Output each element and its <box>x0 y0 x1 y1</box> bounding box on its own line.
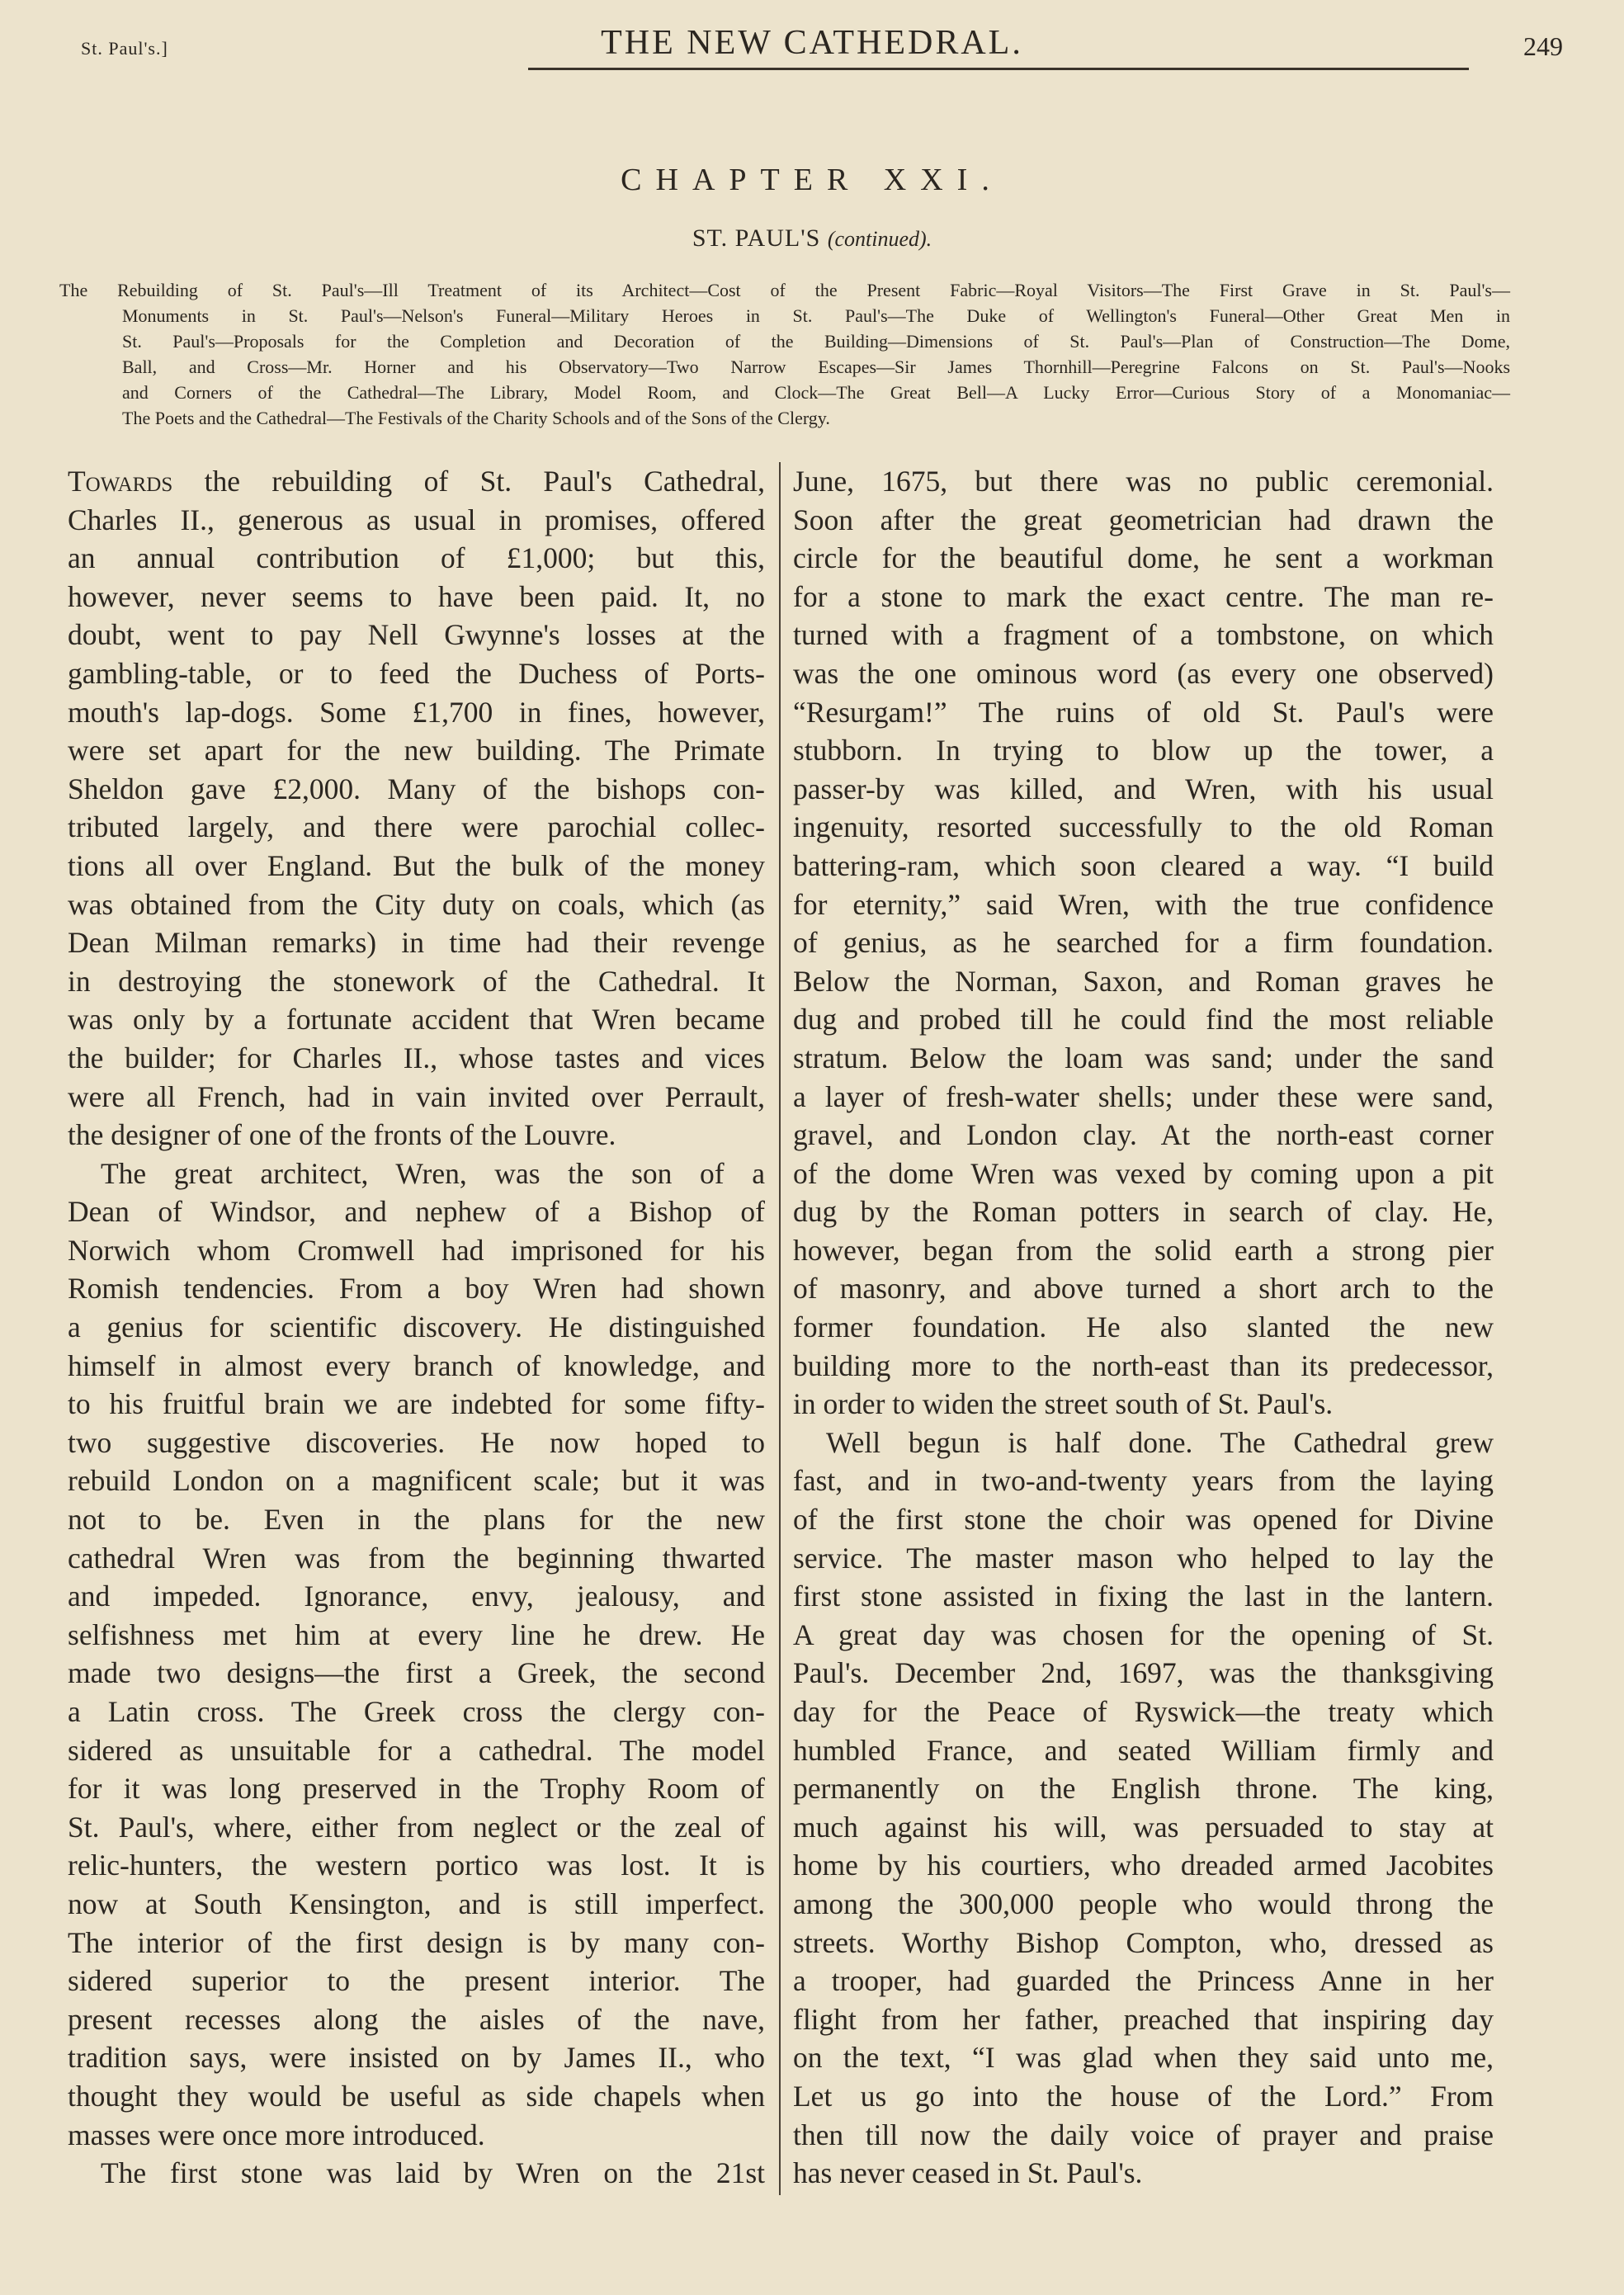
body-line: of the dome Wren was vexed by coming upon a pit <box>793 1156 1494 1190</box>
body-line: masses were once more introduced. <box>68 2118 485 2151</box>
body-line: in destroying the stonework of the Cathedral. It <box>68 964 765 998</box>
summary-line: and Corners of the Cathedral—The Library, Model Room, and Clock—The Great Bell—A Lucky Error—Curious Story of a Monomaniac— <box>122 382 1510 403</box>
body-line: service. The master mason who helped to lay the <box>793 1541 1494 1575</box>
body-line: in order to widen the street south of St. Paul's. <box>793 1387 1334 1421</box>
body-line <box>68 462 765 501</box>
body-line: first stone assisted in fixing the last in the lantern. <box>793 1580 1494 1613</box>
body-line: now at South Kensington, and is still imperfect. <box>68 1887 765 1920</box>
body-line: building more to the north-east than its predecessor, <box>793 1348 1494 1382</box>
body-line: Below the Norman, Saxon, and Roman graves he <box>793 964 1494 998</box>
body-line: present recesses along the aisles of the nave, <box>68 2002 765 2036</box>
body-line: selfishness met him at every line he drew. He <box>68 1617 765 1651</box>
body-line: tions all over England. But the bulk of the money <box>68 848 765 882</box>
body-line: St. Paul's, where, either from neglect or the zeal of <box>68 1810 765 1844</box>
body-line: former foundation. He also slanted the new <box>793 1310 1494 1344</box>
body-line: Charles II., generous as usual in promises, offered <box>68 503 765 536</box>
body-line: for eternity,” said Wren, with the true confidence <box>793 887 1494 921</box>
body-line: tradition says, were insisted on by James II., who <box>68 2041 765 2075</box>
summary-line: The Rebuilding of St. Paul's—Ill Treatment of its Architect—Cost of the Present Fabric—Royal Visitors—The First Grave in St. Paul's— <box>59 280 1510 300</box>
body-line: gravel, and London clay. At the north-east corner <box>793 1118 1494 1152</box>
page-number: 249 <box>1523 31 1563 61</box>
body-line: battering-ram, which soon cleared a way. “I build <box>793 848 1494 882</box>
body-line: A great day was chosen for the opening of St. <box>793 1617 1494 1651</box>
chapter-title: CHAPTER XXI. <box>621 163 1003 197</box>
body-line: much against his will, was persuaded to stay at <box>793 1810 1494 1844</box>
body-line: permanently on the English throne. The king, <box>793 1772 1494 1806</box>
body-line: flight from her father, preached that inspiring day <box>793 2002 1494 2036</box>
body-line: of genius, as he searched for a firm foundation. <box>793 926 1494 960</box>
body-line: stratum. Below the loam was sand; under the sand <box>793 1041 1494 1074</box>
body-line: was only by a fortunate accident that Wren became <box>68 1003 765 1037</box>
body-line: to his fruitful brain we are indebted for some fifty- <box>68 1387 765 1421</box>
body-line: Paul's. December 2nd, 1697, was the thanksgiving <box>793 1656 1494 1690</box>
body-line: on the text, “I was glad when they said unto me, <box>793 2041 1494 2075</box>
body-line: The great architect, Wren, was the son of a <box>101 1156 765 1190</box>
body-line: himself in almost every branch of knowledge, and <box>68 1348 765 1382</box>
body-line: of masonry, and above turned a short arch to the <box>793 1272 1494 1306</box>
chapter-summary <box>59 277 1510 431</box>
body-line: humbled France, and seated William firmly and <box>793 1733 1494 1767</box>
body-line: “Resurgam!” The ruins of old St. Paul's were <box>793 695 1494 729</box>
summary-line: The Poets and the Cathedral—The Festivals of the Charity Schools and of the Sons of the Clergy. <box>122 408 830 428</box>
body-line: cathedral Wren was from the beginning thwarted <box>68 1541 765 1575</box>
body-line: two suggestive discoveries. He now hoped to <box>68 1425 765 1459</box>
header-rule <box>528 68 1469 70</box>
body-line: day for the Peace of Ryswick—the treaty which <box>793 1695 1494 1728</box>
body-line: among the 300,000 people who would throng the <box>793 1887 1494 1920</box>
body-line: was obtained from the City duty on coals, which (as <box>68 887 765 921</box>
body-line: mouth's lap-dogs. Some £1,700 in fines, however, <box>68 695 765 729</box>
body-line: Dean Milman remarks) in time had their revenge <box>68 926 765 960</box>
chapter-subtitle-text: ST. PAUL'S <box>692 224 821 252</box>
body-line: Romish tendencies. From a boy Wren had shown <box>68 1272 765 1306</box>
body-line: stubborn. In trying to blow up the tower, a <box>793 734 1494 767</box>
summary-line: Monuments in St. Paul's—Nelson's Funeral—Military Heroes in St. Paul's—The Duke of Wellington's Funeral—Other Great Men in <box>122 305 1510 326</box>
body-line: then till now the daily voice of prayer and praise <box>793 2118 1494 2151</box>
body-line: were all French, had in vain invited over Perrault, <box>68 1079 765 1113</box>
body-line: turned with a fragment of a tombstone, on which <box>793 618 1494 652</box>
body-line: relic-hunters, the western portico was lost. It is <box>68 1849 765 1882</box>
summary-line: Ball, and Cross—Mr. Horner and his Observatory—Two Narrow Escapes—Sir James Thornhill—Peregrine Falcons on St. Paul's—Nooks <box>122 357 1510 377</box>
body-line: rebuild London on a magnificent scale; but it was <box>68 1464 765 1498</box>
body-line: not to be. Even in the plans for the new <box>68 1503 765 1537</box>
body-line: Sheldon gave £2,000. Many of the bishops con- <box>68 772 765 805</box>
body-line: and impeded. Ignorance, envy, jealousy, and <box>68 1580 765 1613</box>
body-line: however, never seems to have been paid. It, no <box>68 579 765 613</box>
body-line: The interior of the first design is by many con- <box>68 1925 765 1959</box>
body-line: for a stone to mark the exact centre. The man re- <box>793 579 1494 613</box>
body-line: a trooper, had guarded the Princess Anne in her <box>793 1964 1494 1998</box>
column-divider <box>779 462 781 2195</box>
body-line: a genius for scientific discovery. He distinguished <box>68 1310 765 1344</box>
chapter-subtitle <box>0 224 1624 253</box>
body-line: thought they would be useful as side chapels when <box>68 2079 765 2113</box>
body-line: streets. Worthy Bishop Compton, who, dressed as <box>793 1925 1494 1959</box>
body-line: The first stone was laid by Wren on the 21st <box>101 2156 765 2190</box>
body-line: the designer of one of the fronts of the Louvre. <box>68 1118 616 1152</box>
running-head <box>61 23 1563 64</box>
body-line: of the first stone the choir was opened for Divine <box>793 1503 1494 1537</box>
body-line: the builder; for Charles II., whose tastes and vices <box>68 1041 765 1074</box>
body-line: doubt, went to pay Nell Gwynne's losses at the <box>68 618 765 652</box>
body-line: Soon after the great geometrician had drawn the <box>793 503 1494 536</box>
body-line: ingenuity, resorted successfully to the old Roman <box>793 810 1494 844</box>
first-line-text: the rebuilding of St. Paul's Cathedral, <box>172 465 765 498</box>
body-line: tributed largely, and there were parochial collec- <box>68 810 765 844</box>
body-line: was the one ominous word (as every one observed) <box>793 656 1494 690</box>
body-line: has never ceased in St. Paul's. <box>793 2156 1143 2190</box>
running-head-section: St. Paul's.] <box>81 38 168 59</box>
body-line: home by his courtiers, who dreaded armed Jacobites <box>793 1849 1494 1882</box>
body-line: a layer of fresh-water shells; under these were sand, <box>793 1079 1494 1113</box>
chapter-subtitle-continued: (continued). <box>827 227 932 251</box>
drop-word: Towards <box>68 465 173 498</box>
body-line: Dean of Windsor, and nephew of a Bishop of <box>68 1195 765 1229</box>
body-line: gambling-table, or to feed the Duchess of Ports- <box>68 656 765 690</box>
body-line: dug and probed till he could find the most reliable <box>793 1003 1494 1037</box>
body-line: sidered superior to the present interior. The <box>68 1964 765 1998</box>
body-line: dug by the Roman potters in search of clay. He, <box>793 1195 1494 1229</box>
right-column <box>793 462 1494 2193</box>
body-line: were set apart for the new building. The Primate <box>68 734 765 767</box>
left-column <box>68 462 765 2193</box>
body-line: a Latin cross. The Greek cross the clergy con- <box>68 1695 765 1728</box>
body-line: fast, and in two-and-twenty years from the laying <box>793 1464 1494 1498</box>
body-line: for it was long preserved in the Trophy Room of <box>68 1772 765 1806</box>
body-line: June, 1675, but there was no public ceremonial. <box>793 465 1494 498</box>
running-head-title: THE NEW CATHEDRAL. <box>601 24 1023 62</box>
body-line: made two designs—the first a Greek, the second <box>68 1656 765 1690</box>
body-line: Norwich whom Cromwell had imprisoned for his <box>68 1233 765 1267</box>
summary-line: St. Paul's—Proposals for the Completion and Decoration of the Building—Dimensions of St. Paul's—Plan of Construction—The Dome, <box>122 331 1510 352</box>
body-line: Let us go into the house of the Lord.” From <box>793 2079 1494 2113</box>
body-line: however, began from the solid earth a strong pier <box>793 1233 1494 1267</box>
body-line: Well begun is half done. The Cathedral grew <box>826 1425 1494 1459</box>
body-line: passer-by was killed, and Wren, with his usual <box>793 772 1494 805</box>
body-line: an annual contribution of £1,000; but this, <box>68 541 765 575</box>
body-line: sidered as unsuitable for a cathedral. The model <box>68 1733 765 1767</box>
body-line: circle for the beautiful dome, he sent a workman <box>793 541 1494 575</box>
